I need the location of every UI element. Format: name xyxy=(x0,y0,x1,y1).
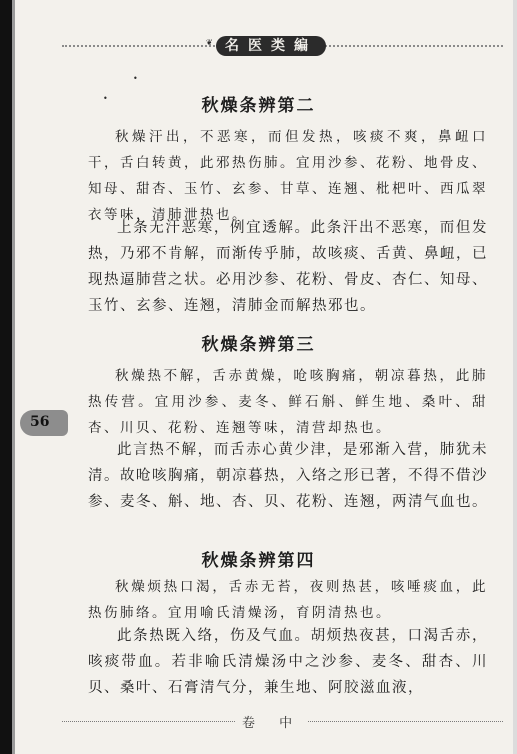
speck-mark: • xyxy=(103,94,108,103)
body-paragraph: 此条热既入络，伤及气血。胡烦热夜甚，口渴舌赤，咳痰带血。若非喻氏清燥汤中之沙参、麦冬、甜杏、川贝、桑叶、石膏清气分，兼生地、阿胶滋血液， xyxy=(88,628,488,696)
section-heading: 秋燥条辨第四 xyxy=(201,551,316,571)
body-paragraph: 秋燥汗出，不恶寒，而但发热，咳痰不爽，鼻衄口干，舌白转黄，此邪热伤肺。宜用沙参、花粉、地骨皮、知母、甜杏、玉竹、玄参、甘草、连翘、枇杷叶、西瓜翠衣等味，清肺泄热也。 xyxy=(88,129,488,223)
body-paragraph: 秋燥热不解，舌赤黄燥，呛咳胸痛，朝凉暮热，此肺热传营。宜用沙参、麦冬、鲜石斛、鲜生地、桑叶、甜杏、川贝、花粉、连翘等味，清营却热也。 xyxy=(88,368,488,436)
header-ornament-icon: ❦ xyxy=(206,38,213,47)
section-heading: 秋燥条辨第三 xyxy=(201,335,316,355)
page-number: 56 xyxy=(30,414,50,430)
footer-volume-label: 卷 中 xyxy=(236,712,308,731)
speck-mark: • xyxy=(133,74,138,83)
body-paragraph: 秋燥烦热口渴，舌赤无苔，夜则热甚，咳唾痰血，此热伤肺络。宜用喻氏清燥汤，育阴清热也。 xyxy=(88,579,488,621)
body-paragraph: 上条无汗恶寒，例宜透解。此条汗出不恶寒，而但发热，乃邪不肯解，而渐传乎肺，故咳痰、舌黄、鼻衄，已现热逼肺营之状。必用沙参、花粉、骨皮、杏仁、知母、玉竹、玄参、连翘，清肺金而解热邪也。 xyxy=(88,220,488,314)
header-banner: 名医类編 xyxy=(216,36,326,56)
body-paragraph: 此言热不解，而舌赤心黄少津，是邪渐入营，肺犹未清。故呛咳胸痛，朝凉暮热，入络之形已著，不得不借沙参、麦冬、斛、地、杏、贝、花粉、连翘，两清气血也。 xyxy=(88,442,488,510)
section-heading: 秋燥条辨第二 xyxy=(201,96,316,116)
